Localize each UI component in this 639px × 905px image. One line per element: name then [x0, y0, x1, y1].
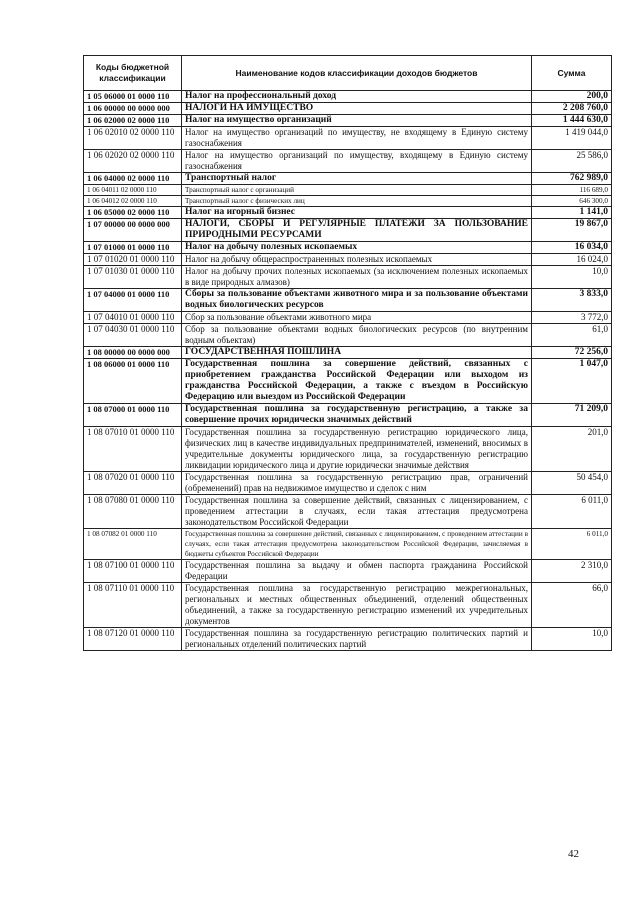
sum-cell: 66,0	[532, 583, 612, 628]
sum-cell: 10,0	[532, 266, 612, 289]
sum-cell: 116 689,0	[532, 185, 612, 196]
header-name: Наименование кодов классификации доходов бюджетов	[182, 56, 532, 91]
code-cell: 1 06 02010 02 0000 110	[84, 127, 182, 150]
code-cell: 1 06 04000 02 0000 110	[84, 173, 182, 185]
code-cell: 1 07 04000 01 0000 110	[84, 289, 182, 312]
name-cell: Государственная пошлина за государственную регистрацию межрегиональных, региональных и местных общественных объединений, отделений общественных объединений, а также за государственную регистрацию изменений их учредительных документов	[182, 583, 532, 628]
sum-cell: 201,0	[532, 427, 612, 472]
code-cell: 1 07 01020 01 0000 110	[84, 254, 182, 266]
header-code: Коды бюджетной классификации	[84, 56, 182, 91]
table-row	[84, 404, 612, 427]
table-row	[84, 150, 612, 173]
code-cell: 1 06 02000 02 0000 110	[84, 115, 182, 127]
table-row	[84, 196, 612, 207]
sum-cell: 1 444 630,0	[532, 115, 612, 127]
table-row	[84, 207, 612, 219]
sum-cell: 762 989,0	[532, 173, 612, 185]
table-row	[84, 628, 612, 651]
sum-cell: 6 011,0	[532, 495, 612, 529]
name-cell: Налог на добычу прочих полезных ископаемых (за исключением полезных ископаемых в виде природных алмазов)	[182, 266, 532, 289]
sum-cell: 1 141,0	[532, 207, 612, 219]
sum-cell: 6 011,0	[532, 529, 612, 560]
sum-cell: 16 034,0	[532, 242, 612, 254]
sum-cell: 1 419 044,0	[532, 127, 612, 150]
code-cell: 1 07 04030 01 0000 110	[84, 324, 182, 347]
name-cell: ГОСУДАРСТВЕННАЯ ПОШЛИНА	[182, 347, 532, 359]
sum-cell: 16 024,0	[532, 254, 612, 266]
sum-cell: 19 867,0	[532, 219, 612, 242]
sum-cell: 72 256,0	[532, 347, 612, 359]
sum-cell: 61,0	[532, 324, 612, 347]
code-cell: 1 08 07082 01 0000 110	[84, 529, 182, 560]
table-row	[84, 312, 612, 324]
table-row	[84, 529, 612, 560]
sum-cell: 3 772,0	[532, 312, 612, 324]
name-cell: Транспортный налог с организаций	[182, 185, 532, 196]
sum-cell: 2 208 760,0	[532, 103, 612, 115]
code-cell: 1 06 04011 02 0000 110	[84, 185, 182, 196]
code-cell: 1 08 07120 01 0000 110	[84, 628, 182, 651]
name-cell: Сбор за пользование объектами животного мира	[182, 312, 532, 324]
code-cell: 1 08 07000 01 0000 110	[84, 404, 182, 427]
code-cell: 1 05 06000 01 0000 110	[84, 91, 182, 103]
sum-cell: 25 586,0	[532, 150, 612, 173]
table-row	[84, 185, 612, 196]
name-cell: Налог на имущество организаций	[182, 115, 532, 127]
sum-cell: 200,0	[532, 91, 612, 103]
code-cell: 1 08 07110 01 0000 110	[84, 583, 182, 628]
name-cell: Государственная пошлина за государственную регистрацию, а также за совершение прочих юридически значимых действий	[182, 404, 532, 427]
table-row	[84, 103, 612, 115]
sum-cell: 3 833,0	[532, 289, 612, 312]
table-row	[84, 472, 612, 495]
name-cell: Транспортный налог	[182, 173, 532, 185]
table-body	[84, 91, 612, 651]
table-row	[84, 254, 612, 266]
name-cell: Государственная пошлина за государственную регистрацию юридического лица, физических лиц в качестве индивидуальных предпринимателей, изменений, вносимых в учредительные документы юридического лица, за государственную регистрацию ликвидации юридического лица и другие юридически значимые действия	[182, 427, 532, 472]
name-cell: Налог на профессиональный доход	[182, 91, 532, 103]
code-cell: 1 08 00000 00 0000 000	[84, 347, 182, 359]
name-cell: Государственная пошлина за совершение действий, связанных с лицензированием, с проведением аттестации в случаях, если такая аттестация предусмотрена законодательством Российской Федерации, зачисляемая в бюджеты субъектов Российской Федерации	[182, 529, 532, 560]
name-cell: Государственная пошлина за совершение действий, связанных с лицензированием, с проведением аттестации в случаях, если такая аттестация предусмотрена законодательством Российской Федерации	[182, 495, 532, 529]
table-row	[84, 91, 612, 103]
table-row	[84, 115, 612, 127]
name-cell: Сбор за пользование объектами водных биологических ресурсов (по внутренним водным объектам)	[182, 324, 532, 347]
name-cell: НАЛОГИ НА ИМУЩЕСТВО	[182, 103, 532, 115]
code-cell: 1 07 01000 01 0000 110	[84, 242, 182, 254]
table-row	[84, 289, 612, 312]
name-cell: Налог на имущество организаций по имуществу, не входящему в Единую систему газоснабжения	[182, 127, 532, 150]
table-row	[84, 560, 612, 583]
sum-cell: 646 300,0	[532, 196, 612, 207]
name-cell: Сборы за пользование объектами животного мира и за пользование объектами водных биологических ресурсов	[182, 289, 532, 312]
name-cell: Налог на добычу общераспространенных полезных ископаемых	[182, 254, 532, 266]
sum-cell: 2 310,0	[532, 560, 612, 583]
table-row	[84, 173, 612, 185]
code-cell: 1 06 02020 02 0000 110	[84, 150, 182, 173]
table-row	[84, 127, 612, 150]
table-row	[84, 242, 612, 254]
code-cell: 1 08 06000 01 0000 110	[84, 359, 182, 404]
name-cell: Государственная пошлина за государственную регистрацию прав, ограничений (обременений) прав на недвижимое имущество и сделок с ним	[182, 472, 532, 495]
code-cell: 1 07 00000 00 0000 000	[84, 219, 182, 242]
table-row	[84, 495, 612, 529]
table-row	[84, 427, 612, 472]
table-header-row	[84, 56, 612, 91]
sum-cell: 10,0	[532, 628, 612, 651]
sum-cell: 71 209,0	[532, 404, 612, 427]
budget-revenue-table	[83, 55, 612, 651]
table-row	[84, 324, 612, 347]
table-row	[84, 359, 612, 404]
name-cell: Государственная пошлина за выдачу и обмен паспорта гражданина Российской Федерации	[182, 560, 532, 583]
name-cell: Налог на добычу полезных ископаемых	[182, 242, 532, 254]
table-row	[84, 219, 612, 242]
name-cell: Государственная пошлина за государственную регистрацию политических партий и региональных отделений политических партий	[182, 628, 532, 651]
name-cell: Государственная пошлина за совершение действий, связанных с приобретением гражданства Российской Федерации или выходом из гражданства Российской Федерации, а также с въездом в Российскую Федерацию или выездом из Российской Федерации	[182, 359, 532, 404]
table-row	[84, 347, 612, 359]
code-cell: 1 06 05000 02 0000 110	[84, 207, 182, 219]
name-cell: Транспортный налог с физических лиц	[182, 196, 532, 207]
code-cell: 1 08 07020 01 0000 110	[84, 472, 182, 495]
name-cell: Налог на имущество организаций по имуществу, входящему в Единую систему газоснабжения	[182, 150, 532, 173]
sum-cell: 50 454,0	[532, 472, 612, 495]
code-cell: 1 07 04010 01 0000 110	[84, 312, 182, 324]
code-cell: 1 08 07100 01 0000 110	[84, 560, 182, 583]
table-row	[84, 583, 612, 628]
name-cell: Налог на игорный бизнес	[182, 207, 532, 219]
code-cell: 1 08 07010 01 0000 110	[84, 427, 182, 472]
page-number: 42	[568, 848, 579, 860]
code-cell: 1 07 01030 01 0000 110	[84, 266, 182, 289]
code-cell: 1 06 00000 00 0000 000	[84, 103, 182, 115]
code-cell: 1 08 07080 01 0000 110	[84, 495, 182, 529]
header-sum: Сумма	[532, 56, 612, 91]
table-row	[84, 266, 612, 289]
sum-cell: 1 047,0	[532, 359, 612, 404]
code-cell: 1 06 04012 02 0000 110	[84, 196, 182, 207]
name-cell: НАЛОГИ, СБОРЫ И РЕГУЛЯРНЫЕ ПЛАТЕЖИ ЗА ПОЛЬЗОВАНИЕ ПРИРОДНЫМИ РЕСУРСАМИ	[182, 219, 532, 242]
